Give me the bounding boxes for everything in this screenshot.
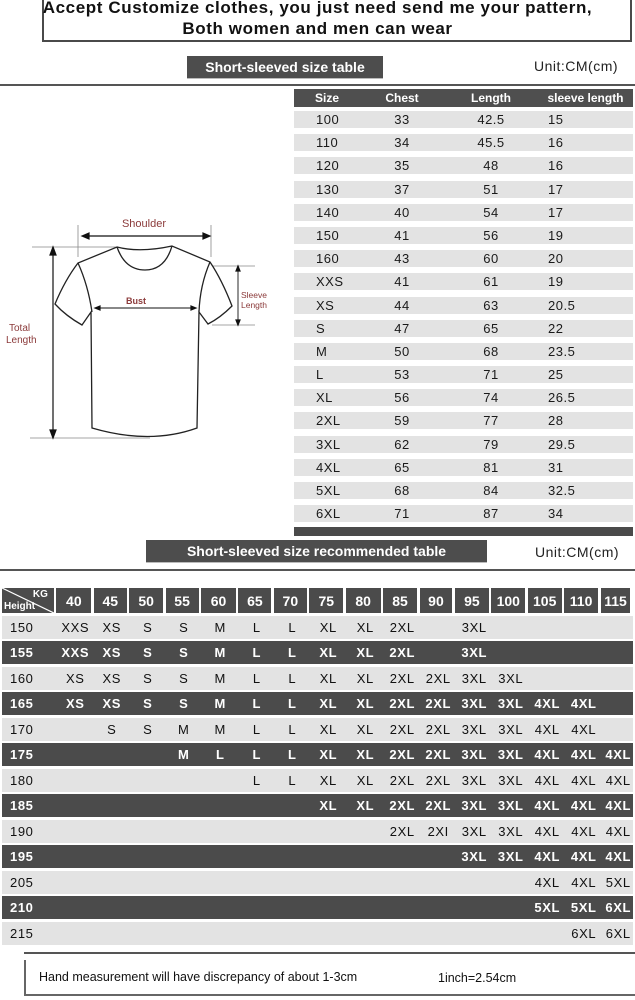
table-row	[2, 922, 633, 945]
size-cell: 4XL	[605, 772, 631, 788]
length-cell: 74	[483, 390, 499, 406]
size-cell: 4XL	[534, 747, 561, 762]
height-cell: 165	[10, 696, 34, 711]
size-cell: XS	[65, 696, 85, 711]
weight-header-cell: 40	[56, 588, 91, 613]
sleeve-cell: 28	[548, 413, 564, 429]
sleeve-cell: 31	[548, 459, 564, 475]
size-cell: 3XL	[461, 670, 487, 686]
size-cell: 2XL	[389, 696, 416, 711]
table-row	[294, 320, 633, 337]
table-row	[2, 794, 633, 817]
length-cell: 87	[483, 506, 499, 522]
size-cell: 4XL	[605, 849, 632, 864]
size-cell: L	[287, 747, 297, 762]
height-cell: 215	[10, 925, 34, 941]
size-cell: XL	[356, 619, 374, 635]
weight-header-cell: 115	[601, 588, 631, 613]
size-cell: 2XL	[425, 670, 451, 686]
height-cell: 210	[10, 900, 34, 915]
size-cell: XXS	[61, 619, 90, 635]
table-row	[294, 482, 633, 499]
size-cell: 2XL	[425, 747, 452, 762]
size-cell: L	[252, 772, 261, 788]
size-cell: 4XL	[534, 849, 561, 864]
size-cell: 4XL	[570, 849, 597, 864]
table-row	[2, 718, 633, 741]
size-cell: 4XL	[571, 874, 597, 890]
size-cell: S	[179, 670, 189, 686]
size-cell: XL	[319, 798, 338, 813]
sleeve-cell: 29.5	[548, 436, 576, 452]
banner-line-1: Accept Customize clothes, you just need send me your pattern,	[42, 0, 593, 17]
length-cell: 60	[483, 251, 499, 267]
sleeve-cell: 16	[548, 158, 564, 174]
height-cell: 195	[10, 849, 34, 864]
size-cell: S	[143, 670, 153, 686]
shoulder-label: Shoulder	[121, 218, 167, 230]
length-cell: 45.5	[477, 135, 505, 151]
size-cell: XS	[316, 297, 335, 313]
chest-cell: 37	[394, 181, 410, 197]
table-row	[294, 250, 633, 267]
size-cell: 2XL	[389, 619, 415, 635]
size-cell: XL	[316, 390, 333, 406]
chest-cell: 65	[394, 459, 410, 475]
table-row	[2, 845, 633, 868]
size-cell: S	[143, 721, 153, 737]
size-cell: 5XL	[570, 900, 597, 915]
size-cell: XL	[356, 670, 374, 686]
size-cell: 4XL	[570, 798, 597, 813]
table-row	[294, 297, 633, 314]
size-table-body	[294, 111, 633, 528]
bust-label: Bust	[126, 296, 146, 306]
tshirt-measurement-diagram	[0, 200, 290, 450]
chest-cell: 40	[394, 204, 410, 220]
table-row	[294, 505, 633, 522]
corner-cell	[2, 588, 54, 613]
size-cell: XL	[319, 619, 337, 635]
size-cell: L	[252, 645, 262, 660]
table-row	[294, 134, 633, 151]
size-cell: 3XL	[461, 849, 488, 864]
size-cell: 6XL	[316, 506, 341, 522]
size-cell: 3XL	[461, 747, 488, 762]
col-chest: Chest	[385, 91, 419, 105]
size-cell: 4XL	[534, 721, 560, 737]
sleeve-cell: 19	[548, 227, 564, 243]
size-cell: XS	[65, 670, 85, 686]
kg-label: KG	[32, 589, 48, 600]
length-cell: 79	[483, 436, 499, 452]
chest-cell: 53	[394, 367, 410, 383]
size-cell: 4XL	[534, 823, 560, 839]
table-row	[2, 896, 633, 919]
size-cell: M	[214, 645, 226, 660]
size-cell: 4XL	[571, 721, 597, 737]
size-cell: 130	[316, 181, 340, 197]
chest-cell: 59	[394, 413, 410, 429]
size-cell: 5XL	[316, 483, 341, 498]
size-cell: 4XL	[534, 772, 560, 788]
weight-header-cell: 105	[528, 588, 562, 613]
table-row	[2, 616, 633, 639]
size-cell: 110	[316, 135, 339, 151]
chest-cell: 35	[394, 158, 410, 174]
chest-cell: 47	[394, 320, 410, 336]
weight-header-cell: 90	[420, 588, 453, 613]
weight-header-cell: 110	[564, 588, 598, 613]
height-cell: 160	[10, 670, 34, 686]
size-cell: M	[214, 670, 226, 686]
table-row	[294, 343, 633, 360]
size-cell: 2XL	[389, 670, 415, 686]
recommend-table-header	[2, 588, 633, 613]
total-length-label-2: Length	[6, 335, 37, 346]
size-cell: 3XL	[461, 696, 488, 711]
sleeve-cell: 32.5	[548, 483, 576, 498]
size-cell: XL	[356, 747, 375, 762]
size-cell: XL	[319, 721, 337, 737]
sleeve-cell: 17	[548, 181, 564, 197]
height-cell: 155	[10, 645, 34, 660]
size-cell: 100	[316, 112, 340, 127]
length-cell: 68	[483, 343, 499, 359]
size-cell: 2XL	[389, 823, 415, 839]
recommend-table	[2, 588, 633, 945]
height-cell: 180	[10, 772, 34, 788]
size-cell: 5XL	[534, 900, 561, 915]
size-cell: 3XL	[498, 721, 524, 737]
size-cell: 3XL	[461, 798, 488, 813]
sleeve-cell: 26.5	[548, 390, 576, 406]
size-cell: 2XL	[425, 798, 452, 813]
col-sleeve-length: sleeve length	[547, 91, 624, 105]
sleeve-cell: 15	[548, 112, 564, 127]
height-cell: 170	[10, 721, 34, 737]
size-cell: 3XL	[461, 619, 487, 635]
size-cell: XS	[102, 619, 122, 635]
height-cell: 175	[10, 747, 34, 762]
size-cell: 4XL	[570, 747, 597, 762]
table-row	[2, 871, 633, 894]
weight-header-cell: 80	[346, 588, 381, 613]
chest-cell: 56	[394, 390, 410, 406]
size-cell: 150	[316, 227, 340, 243]
size-cell: 140	[316, 204, 340, 220]
table-row	[294, 389, 633, 406]
table-row	[294, 227, 633, 244]
size-cell: L	[215, 747, 225, 762]
chest-cell: 68	[394, 483, 410, 498]
size-cell: S	[179, 619, 189, 635]
recommend-table-unit: Unit:CM(cm)	[535, 544, 620, 560]
size-cell: M	[178, 747, 190, 762]
length-cell: 42.5	[477, 112, 505, 127]
chest-cell: 33	[394, 112, 410, 127]
size-cell: M	[214, 696, 226, 711]
weight-header-cell: 100	[491, 588, 525, 613]
size-cell: 2XL	[389, 747, 416, 762]
sleeve-cell: 20	[548, 251, 564, 267]
size-cell: 3XL	[461, 772, 487, 788]
table-row	[294, 204, 633, 221]
size-cell: XL	[319, 645, 338, 660]
size-cell: 4XL	[534, 874, 560, 890]
size-cell: L	[287, 696, 297, 711]
size-cell: XL	[356, 798, 375, 813]
chest-cell: 43	[394, 251, 410, 267]
size-cell: 3XL	[461, 823, 487, 839]
table-row	[2, 692, 633, 715]
size-table-header	[294, 89, 633, 107]
size-cell: L	[288, 670, 297, 686]
size-cell: 4XL	[316, 459, 341, 475]
divider	[0, 569, 635, 571]
size-cell: 2XL	[389, 721, 415, 737]
size-cell: L	[252, 619, 261, 635]
size-cell: L	[288, 619, 297, 635]
size-cell: XS	[102, 696, 122, 711]
sleeve-cell: 19	[548, 274, 564, 290]
size-cell: XL	[319, 670, 337, 686]
table-row	[2, 667, 633, 690]
sleeve-cell: 17	[548, 204, 564, 220]
size-cell: 4XL	[570, 696, 597, 711]
table-row	[294, 366, 633, 383]
size-cell: M	[214, 721, 226, 737]
size-cell: M	[214, 619, 226, 635]
sleeve-cell: 16	[548, 135, 564, 151]
chest-cell: 41	[394, 274, 410, 290]
divider	[0, 84, 635, 86]
weight-header-cell: 45	[94, 588, 127, 613]
recommend-table-body	[2, 616, 633, 945]
size-cell: XL	[356, 772, 374, 788]
length-cell: 48	[483, 158, 499, 174]
sleeve-length-label-1: Sleeve	[241, 290, 267, 300]
table-row	[2, 820, 633, 843]
size-cell: S	[107, 721, 117, 737]
sleeve-cell: 34	[548, 506, 564, 522]
size-cell: 4XL	[534, 798, 561, 813]
size-cell: S	[316, 320, 326, 336]
size-cell: L	[316, 367, 324, 383]
size-cell: L	[287, 645, 297, 660]
chest-cell: 34	[394, 135, 410, 151]
size-cell: 6XL	[605, 925, 631, 941]
size-table-footer-bar	[294, 527, 633, 536]
size-cell: L	[252, 747, 262, 762]
size-cell: 2XL	[389, 645, 416, 660]
length-cell: 77	[483, 413, 499, 429]
size-cell: 2XL	[425, 696, 452, 711]
recommend-table-title: Short-sleeved size recommended table	[146, 540, 487, 562]
sleeve-length-label-2: Length	[241, 300, 267, 310]
size-cell: 3XL	[461, 721, 487, 737]
length-cell: 56	[483, 227, 499, 243]
size-cell: 4XL	[571, 823, 597, 839]
length-cell: 65	[483, 320, 499, 336]
size-cell: 3XL	[498, 772, 524, 788]
size-cell: 3XL	[461, 645, 488, 660]
weight-header-cell: 55	[166, 588, 199, 613]
size-cell: 3XL	[498, 670, 524, 686]
size-cell: 3XL	[497, 849, 524, 864]
size-cell: 6XL	[605, 900, 632, 915]
size-cell: M	[178, 721, 190, 737]
size-cell: XL	[319, 747, 338, 762]
size-cell: 4XL	[605, 747, 632, 762]
table-row	[2, 769, 633, 792]
chest-cell: 50	[394, 343, 410, 359]
length-cell: 81	[483, 459, 499, 475]
height-cell: 190	[10, 823, 34, 839]
size-cell: L	[252, 670, 261, 686]
size-cell: 2XL	[389, 772, 415, 788]
chest-cell: 62	[394, 436, 410, 452]
length-cell: 51	[483, 181, 499, 197]
sleeve-cell: 23.5	[548, 343, 576, 359]
size-cell: 4XL	[605, 798, 632, 813]
size-cell: S	[179, 696, 189, 711]
size-cell: 120	[316, 158, 340, 174]
size-cell: XL	[356, 645, 375, 660]
size-cell: L	[288, 772, 297, 788]
table-row	[2, 641, 633, 664]
size-cell: 2XL	[425, 772, 451, 788]
size-cell: 160	[316, 251, 340, 267]
footer-divider	[24, 952, 635, 954]
length-cell: 63	[483, 297, 499, 313]
height-cell: 205	[10, 874, 34, 890]
size-cell: S	[143, 645, 153, 660]
table-row	[294, 459, 633, 476]
size-cell: 3XL	[497, 798, 524, 813]
height-cell: 150	[10, 619, 34, 635]
size-cell: L	[252, 696, 262, 711]
table-row	[294, 157, 633, 174]
size-cell: XS	[102, 670, 122, 686]
height-label: Height	[4, 601, 36, 612]
size-cell: 2XL	[316, 413, 341, 429]
measurement-note: Hand measurement will have discrepancy of about 1-3cm	[39, 970, 358, 984]
weight-header-cell: 60	[201, 588, 236, 613]
length-cell: 54	[483, 204, 499, 220]
size-cell: 3XL	[498, 823, 524, 839]
size-cell: S	[143, 619, 153, 635]
size-cell: 3XL	[316, 436, 341, 452]
weight-header-cell: 50	[129, 588, 163, 613]
size-cell: 3XL	[497, 696, 524, 711]
size-cell: 2XL	[389, 798, 416, 813]
col-size: Size	[314, 91, 339, 105]
length-cell: 71	[483, 367, 499, 383]
size-cell: 4XL	[571, 772, 597, 788]
size-cell: S	[179, 645, 189, 660]
size-cell: 4XL	[605, 823, 631, 839]
size-cell: 6XL	[571, 925, 597, 941]
size-cell: XL	[319, 696, 338, 711]
weight-header-cell: 95	[455, 588, 489, 613]
weight-header-cell: 65	[238, 588, 271, 613]
size-cell: 2XI	[427, 823, 449, 839]
size-cell: M	[316, 343, 328, 359]
weight-header-cell: 70	[274, 588, 307, 613]
chest-cell: 44	[394, 297, 410, 313]
size-cell: 5XL	[605, 874, 631, 890]
length-cell: 61	[483, 274, 499, 290]
chest-cell: 41	[394, 227, 410, 243]
table-row	[294, 436, 633, 453]
size-cell: XXS	[316, 274, 344, 290]
weight-header-cell: 75	[309, 588, 343, 613]
banner-line-2: Both women and men can wear	[182, 19, 453, 38]
size-cell: 2XL	[425, 721, 451, 737]
chest-cell: 71	[394, 506, 410, 522]
size-cell: L	[288, 721, 297, 737]
sleeve-cell: 20.5	[548, 297, 576, 313]
size-table-unit: Unit:CM(cm)	[534, 58, 619, 74]
table-row	[294, 181, 633, 198]
size-cell: XL	[356, 721, 374, 737]
size-cell: XL	[319, 772, 337, 788]
table-row	[294, 273, 633, 290]
sleeve-cell: 22	[548, 320, 564, 336]
size-cell: 3XL	[497, 747, 524, 762]
height-cell: 185	[10, 798, 34, 813]
size-cell: 4XL	[534, 696, 561, 711]
size-cell: L	[252, 721, 261, 737]
table-row	[2, 743, 633, 766]
size-cell: S	[143, 696, 153, 711]
table-row	[294, 412, 633, 429]
size-table-title: Short-sleeved size table	[187, 56, 383, 78]
inch-conversion: 1inch=2.54cm	[438, 971, 517, 985]
size-cell: XS	[102, 645, 122, 660]
size-cell: XXS	[61, 645, 90, 660]
length-cell: 84	[483, 483, 499, 498]
col-length: Length	[471, 91, 511, 105]
total-length-label-1: Total	[9, 323, 31, 334]
table-row	[294, 111, 633, 128]
weight-header-cell: 85	[383, 588, 417, 613]
size-cell: XL	[356, 696, 375, 711]
sleeve-cell: 25	[548, 367, 564, 383]
